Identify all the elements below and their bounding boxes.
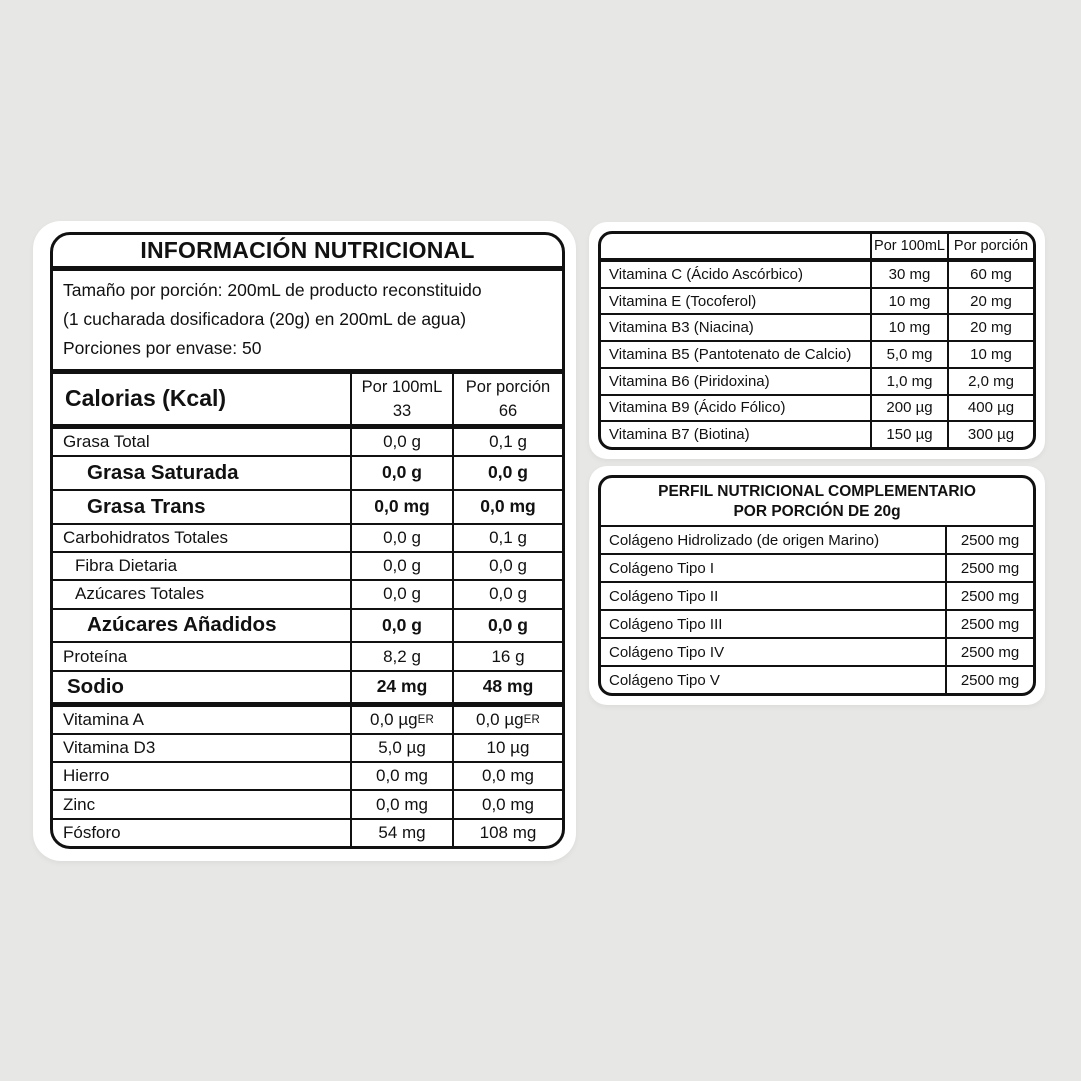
per-100ml-cell: 5,0 mg: [870, 342, 947, 367]
per-portion-header: Por porción: [947, 234, 1033, 258]
per-portion-cell: 0,0 mg: [452, 791, 562, 817]
per-100ml-cell: 24 mg: [350, 672, 452, 702]
profile-title: [601, 478, 1033, 527]
per-portion-cell: 10 mg: [947, 342, 1033, 367]
per-portion-header: Por porción: [465, 377, 551, 396]
serving-info: [53, 271, 562, 374]
collagen-value: 2500 mg: [945, 527, 1033, 553]
per-100ml-cell: 0,0 g: [350, 457, 452, 489]
nutrient-row-fibra: [53, 551, 562, 579]
per-portion-cell: 48 mg: [452, 672, 562, 702]
serving-detail-line: (1 cucharada dosificadora (20g) en 200mL de agua): [63, 308, 467, 329]
per-100ml-cell: 10 mg: [870, 315, 947, 340]
serving-size-line: Tamaño por porción: 200mL de producto reconstituido: [63, 279, 482, 300]
vitamin-row-b6: [601, 367, 1033, 394]
per-100ml-header: Por 100mL: [361, 377, 443, 396]
vitamins-table: [598, 231, 1036, 450]
per-100ml-cell: 0,0 mg: [350, 491, 452, 523]
collagen-row-tipo-5: [601, 665, 1033, 693]
per-portion-cell: 20 mg: [947, 315, 1033, 340]
per-portion-cell: 0,1 g: [452, 429, 562, 455]
per-portion-cell: 0,0 g: [452, 553, 562, 579]
per-100ml-cell: 10 mg: [870, 289, 947, 314]
per-portion-cell: 16 g: [452, 643, 562, 669]
per-portion-cell: 0,1 g: [452, 525, 562, 551]
per-portion-cell: 0,0 mg: [452, 763, 562, 789]
servings-per-container-line: Porciones por envase: 50: [63, 337, 262, 358]
per-portion-cell: 20 mg: [947, 289, 1033, 314]
calories-per-100ml-value: 33: [392, 401, 412, 420]
calories-row: [53, 374, 562, 429]
nutrient-row-fosforo: [53, 818, 562, 846]
nutrient-row-vitamina-a: [53, 702, 562, 733]
nutrient-label: Proteína: [63, 646, 128, 666]
nutrient-label: Carbohidratos Totales: [63, 527, 229, 547]
value-text: 0,0 µg: [476, 709, 524, 729]
collagen-label: Colágeno Tipo V: [609, 671, 720, 689]
per-portion-cell: 0,0 g: [452, 457, 562, 489]
calories-label: Calorias (Kcal): [65, 385, 227, 412]
collagen-value: 2500 mg: [945, 639, 1033, 665]
nutrient-row-zinc: [53, 789, 562, 817]
vitamin-label: Vitamina C (Ácido Ascórbico): [609, 265, 803, 283]
per-100ml-cell: [350, 707, 452, 733]
nutrient-label: Sodio: [67, 674, 124, 698]
per-portion-cell: 2,0 mg: [947, 369, 1033, 394]
vitamin-row-b5: [601, 340, 1033, 367]
per-100ml-header: Por 100mL: [870, 234, 947, 258]
vitamin-label: Vitamina B3 (Niacina): [609, 319, 754, 337]
per-100ml-cell: 8,2 g: [350, 643, 452, 669]
nutrient-label: Vitamina D3: [63, 738, 156, 758]
nutrition-facts-table: [50, 232, 565, 849]
per-100ml-cell: 1,0 mg: [870, 369, 947, 394]
vitamins-card: [589, 222, 1045, 459]
vitamin-label: Vitamina B5 (Pantotenato de Calcio): [609, 346, 852, 364]
vitamin-row-c: [601, 262, 1033, 287]
vitamin-label: Vitamina B6 (Piridoxina): [609, 372, 770, 390]
collagen-label: Colágeno Tipo II: [609, 587, 719, 605]
complementary-profile-card: [589, 466, 1045, 705]
nutrient-label: Fósforo: [63, 822, 121, 842]
collagen-row-tipo-2: [601, 581, 1033, 609]
collagen-row-tipo-3: [601, 609, 1033, 637]
retinol-equivalent-suffix: ER: [417, 713, 434, 726]
per-100ml-cell: 0,0 g: [350, 429, 452, 455]
nutrient-row-grasa-total: [53, 429, 562, 455]
nutrient-row-vitamina-d3: [53, 733, 562, 761]
collagen-row-tipo-1: [601, 553, 1033, 581]
vitamin-row-b9: [601, 394, 1033, 421]
vitamin-label: Vitamina B9 (Ácido Fólico): [609, 399, 786, 417]
collagen-label: Colágeno Tipo I: [609, 559, 715, 577]
nutrient-row-grasa-saturada: [53, 455, 562, 489]
vitamins-header-row: [601, 234, 1033, 262]
empty-header-cell: [601, 234, 870, 258]
collagen-label: Colágeno Tipo III: [609, 615, 723, 633]
per-100ml-cell: 54 mg: [350, 820, 452, 846]
per-100ml-cell: 0,0 mg: [350, 763, 452, 789]
collagen-value: 2500 mg: [945, 555, 1033, 581]
per-portion-cell: 10 µg: [452, 735, 562, 761]
vitamin-row-e: [601, 287, 1033, 314]
profile-title-line1: PERFIL NUTRICIONAL COMPLEMENTARIO: [658, 482, 976, 500]
per-portion-cell: 300 µg: [947, 422, 1033, 447]
per-100ml-cell: 0,0 g: [350, 553, 452, 579]
nutrient-label: Zinc: [63, 794, 96, 814]
per-portion-cell: 0,0 mg: [452, 491, 562, 523]
per-100ml-cell: 0,0 g: [350, 610, 452, 642]
nutrient-row-sodio: [53, 670, 562, 702]
per-100ml-cell: 5,0 µg: [350, 735, 452, 761]
nutrition-facts-card: [33, 221, 576, 861]
per-portion-header-cell: [452, 374, 562, 424]
per-100ml-header-cell: [350, 374, 452, 424]
nutrition-facts-title: INFORMACIÓN NUTRICIONAL: [53, 235, 562, 271]
collagen-value: 2500 mg: [945, 611, 1033, 637]
nutrient-label: Azúcares Añadidos: [87, 613, 277, 637]
calories-per-portion-value: 66: [498, 401, 518, 420]
vitamin-label: Vitamina E (Tocoferol): [609, 292, 757, 310]
collagen-row-tipo-4: [601, 637, 1033, 665]
per-portion-cell: 0,0 g: [452, 581, 562, 607]
per-portion-cell: 60 mg: [947, 262, 1033, 287]
complementary-profile-table: [598, 475, 1036, 696]
nutrient-row-carbohidratos: [53, 523, 562, 551]
nutrient-label: Fibra Dietaria: [75, 556, 178, 576]
nutrient-label: Grasa Saturada: [87, 460, 239, 484]
nutrient-label: Vitamina A: [63, 709, 144, 729]
nutrient-row-azucares-anadidos: [53, 608, 562, 642]
nutrient-row-azucares-totales: [53, 579, 562, 607]
collagen-row-hidrolizado: [601, 527, 1033, 553]
nutrient-label: Grasa Total: [63, 431, 150, 451]
vitamin-row-b7: [601, 420, 1033, 447]
vitamin-label: Vitamina B7 (Biotina): [609, 426, 750, 444]
per-portion-cell: [452, 707, 562, 733]
per-100ml-cell: 150 µg: [870, 422, 947, 447]
per-100ml-cell: 30 mg: [870, 262, 947, 287]
nutrient-row-proteina: [53, 641, 562, 669]
collagen-label: Colágeno Hidrolizado (de origen Marino): [609, 531, 880, 549]
per-portion-cell: 0,0 g: [452, 610, 562, 642]
per-100ml-cell: 0,0 g: [350, 581, 452, 607]
retinol-equivalent-suffix: ER: [523, 713, 540, 726]
nutrient-row-grasa-trans: [53, 489, 562, 523]
nutrient-label: Azúcares Totales: [75, 584, 205, 604]
vitamin-row-b3: [601, 313, 1033, 340]
per-portion-cell: 400 µg: [947, 396, 1033, 421]
collagen-value: 2500 mg: [945, 667, 1033, 693]
profile-title-line2: POR PORCIÓN DE 20g: [733, 502, 901, 520]
nutrient-row-hierro: [53, 761, 562, 789]
per-100ml-cell: 0,0 g: [350, 525, 452, 551]
per-portion-cell: 108 mg: [452, 820, 562, 846]
collagen-label: Colágeno Tipo IV: [609, 643, 725, 661]
per-100ml-cell: 0,0 mg: [350, 791, 452, 817]
collagen-value: 2500 mg: [945, 583, 1033, 609]
per-100ml-cell: 200 µg: [870, 396, 947, 421]
value-text: 0,0 µg: [370, 709, 418, 729]
nutrient-label: Hierro: [63, 766, 110, 786]
nutrient-label: Grasa Trans: [87, 494, 206, 518]
